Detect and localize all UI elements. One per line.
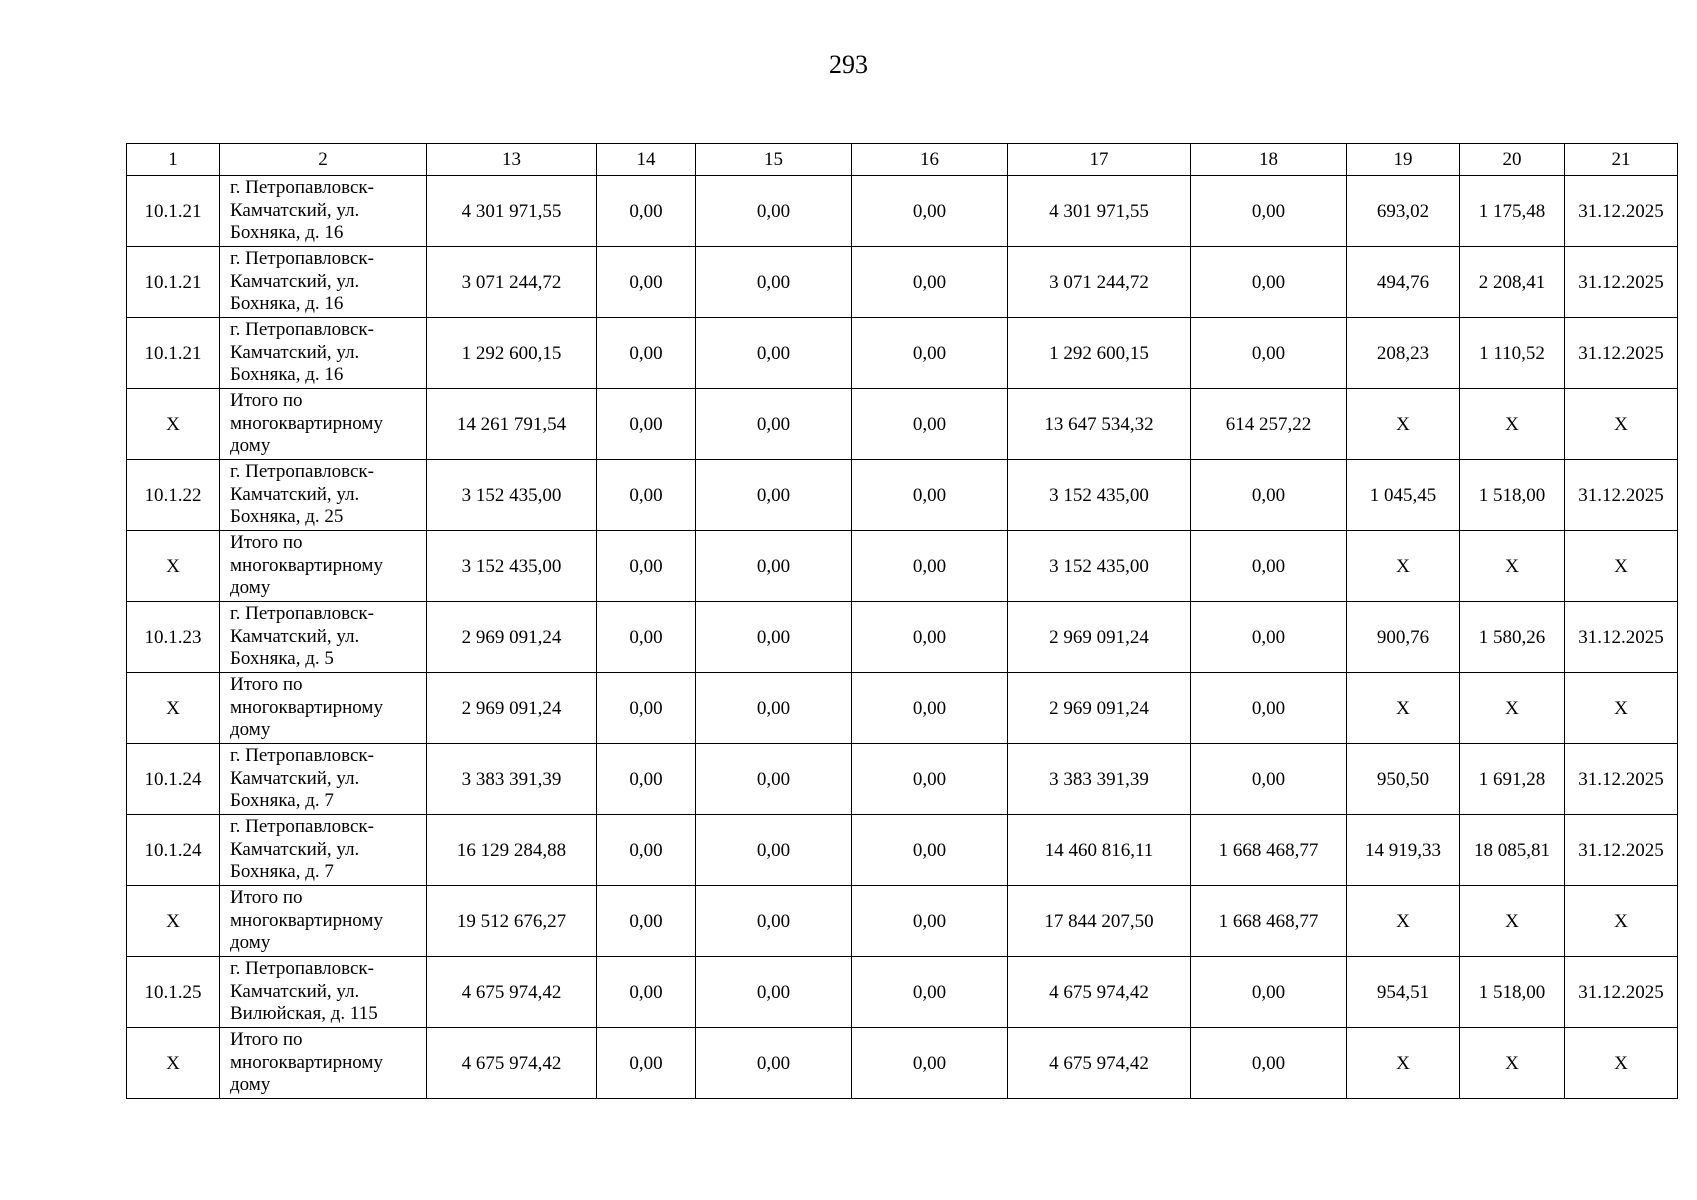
cell-fund-owners: 17 844 207,50: [1008, 886, 1191, 957]
cell-total-cost: 4 675 974,42: [427, 957, 597, 1028]
cell-row-number: 10.1.24: [127, 744, 220, 815]
column-header: 18: [1191, 144, 1347, 176]
cell-fund-other: 0,00: [1191, 744, 1347, 815]
cell-address: г. Петропавловск- Камчатский, ул. Бохняка, д. 7: [220, 815, 427, 886]
cell-unit-cost: 1 045,45: [1347, 460, 1460, 531]
cell-fund-regional: 0,00: [696, 389, 852, 460]
cell-fund-local: 0,00: [852, 318, 1008, 389]
table-row: [127, 531, 1678, 602]
cell-fund-federal: 0,00: [597, 176, 696, 247]
cell-total-cost: 4 675 974,42: [427, 1028, 597, 1099]
cell-fund-other: 0,00: [1191, 602, 1347, 673]
cell-unit-cost: X: [1347, 531, 1460, 602]
cell-fund-owners: 3 071 244,72: [1008, 247, 1191, 318]
table-row: [127, 318, 1678, 389]
cell-address: г. Петропавловск- Камчатский, ул. Бохняка, д. 16: [220, 247, 427, 318]
cell-fund-local: 0,00: [852, 673, 1008, 744]
table-row: [127, 247, 1678, 318]
cell-deadline: 31.12.2025: [1565, 602, 1678, 673]
cell-fund-federal: 0,00: [597, 389, 696, 460]
cell-fund-other: 0,00: [1191, 957, 1347, 1028]
cell-max-unit-cost: X: [1460, 1028, 1565, 1099]
cell-unit-cost: X: [1347, 673, 1460, 744]
table-row: [127, 815, 1678, 886]
cell-address: г. Петропавловск- Камчатский, ул. Вилюйская, д. 115: [220, 957, 427, 1028]
cell-address: г. Петропавловск- Камчатский, ул. Бохняка, д. 25: [220, 460, 427, 531]
cell-unit-cost: 208,23: [1347, 318, 1460, 389]
cell-max-unit-cost: 1 580,26: [1460, 602, 1565, 673]
cell-fund-local: 0,00: [852, 1028, 1008, 1099]
cell-total-cost: 4 301 971,55: [427, 176, 597, 247]
cell-fund-other: 1 668 468,77: [1191, 815, 1347, 886]
cell-max-unit-cost: X: [1460, 389, 1565, 460]
cell-fund-owners: 2 969 091,24: [1008, 673, 1191, 744]
data-table: [126, 143, 1678, 1099]
cell-address: Итого по многоквартирному дому: [220, 886, 427, 957]
cell-address: г. Петропавловск- Камчатский, ул. Бохняка, д. 16: [220, 176, 427, 247]
cell-fund-federal: 0,00: [597, 602, 696, 673]
cell-total-cost: 3 152 435,00: [427, 531, 597, 602]
cell-total-cost: 16 129 284,88: [427, 815, 597, 886]
cell-fund-other: 614 257,22: [1191, 389, 1347, 460]
cell-address: Итого по многоквартирному дому: [220, 389, 427, 460]
cell-unit-cost: 900,76: [1347, 602, 1460, 673]
cell-fund-regional: 0,00: [696, 247, 852, 318]
cell-row-number: X: [127, 673, 220, 744]
cell-fund-federal: 0,00: [597, 744, 696, 815]
cell-address: Итого по многоквартирному дому: [220, 1028, 427, 1099]
cell-fund-other: 0,00: [1191, 460, 1347, 531]
cell-unit-cost: X: [1347, 1028, 1460, 1099]
column-header: 21: [1565, 144, 1678, 176]
cell-fund-other: 0,00: [1191, 531, 1347, 602]
cell-fund-owners: 3 152 435,00: [1008, 460, 1191, 531]
cell-deadline: 31.12.2025: [1565, 176, 1678, 247]
cell-address: Итого по многоквартирному дому: [220, 531, 427, 602]
cell-fund-regional: 0,00: [696, 176, 852, 247]
cell-unit-cost: 693,02: [1347, 176, 1460, 247]
cell-deadline: 31.12.2025: [1565, 957, 1678, 1028]
cell-deadline: 31.12.2025: [1565, 815, 1678, 886]
cell-deadline: 31.12.2025: [1565, 460, 1678, 531]
cell-total-cost: 14 261 791,54: [427, 389, 597, 460]
cell-deadline: X: [1565, 673, 1678, 744]
cell-deadline: 31.12.2025: [1565, 318, 1678, 389]
cell-max-unit-cost: 1 175,48: [1460, 176, 1565, 247]
cell-total-cost: 2 969 091,24: [427, 602, 597, 673]
cell-deadline: 31.12.2025: [1565, 247, 1678, 318]
table-row: [127, 460, 1678, 531]
cell-fund-federal: 0,00: [597, 957, 696, 1028]
cell-fund-federal: 0,00: [597, 460, 696, 531]
cell-fund-other: 0,00: [1191, 318, 1347, 389]
cell-address: Итого по многоквартирному дому: [220, 673, 427, 744]
cell-deadline: X: [1565, 886, 1678, 957]
column-header: 16: [852, 144, 1008, 176]
cell-fund-local: 0,00: [852, 247, 1008, 318]
cell-fund-federal: 0,00: [597, 673, 696, 744]
cell-row-number: 10.1.23: [127, 602, 220, 673]
cell-fund-regional: 0,00: [696, 815, 852, 886]
cell-fund-regional: 0,00: [696, 886, 852, 957]
cell-fund-federal: 0,00: [597, 886, 696, 957]
column-header: 13: [427, 144, 597, 176]
cell-unit-cost: 954,51: [1347, 957, 1460, 1028]
cell-unit-cost: X: [1347, 886, 1460, 957]
cell-max-unit-cost: X: [1460, 531, 1565, 602]
cell-fund-owners: 13 647 534,32: [1008, 389, 1191, 460]
cell-fund-owners: 2 969 091,24: [1008, 602, 1191, 673]
cell-max-unit-cost: 2 208,41: [1460, 247, 1565, 318]
cell-row-number: 10.1.22: [127, 460, 220, 531]
table-row: [127, 744, 1678, 815]
cell-fund-regional: 0,00: [696, 460, 852, 531]
cell-unit-cost: 950,50: [1347, 744, 1460, 815]
cell-fund-local: 0,00: [852, 744, 1008, 815]
table-row: [127, 673, 1678, 744]
cell-fund-owners: 4 675 974,42: [1008, 957, 1191, 1028]
cell-total-cost: 3 383 391,39: [427, 744, 597, 815]
cell-address: г. Петропавловск- Камчатский, ул. Бохняка, д. 7: [220, 744, 427, 815]
cell-total-cost: 2 969 091,24: [427, 673, 597, 744]
cell-total-cost: 3 071 244,72: [427, 247, 597, 318]
cell-fund-owners: 14 460 816,11: [1008, 815, 1191, 886]
cell-row-number: X: [127, 1028, 220, 1099]
column-header: 1: [127, 144, 220, 176]
cell-fund-local: 0,00: [852, 389, 1008, 460]
column-header: 19: [1347, 144, 1460, 176]
cell-row-number: X: [127, 531, 220, 602]
cell-fund-regional: 0,00: [696, 744, 852, 815]
cell-row-number: X: [127, 886, 220, 957]
cell-fund-federal: 0,00: [597, 247, 696, 318]
cell-fund-local: 0,00: [852, 815, 1008, 886]
cell-fund-local: 0,00: [852, 531, 1008, 602]
cell-row-number: 10.1.21: [127, 176, 220, 247]
cell-row-number: X: [127, 389, 220, 460]
cell-max-unit-cost: 1 518,00: [1460, 957, 1565, 1028]
cell-fund-federal: 0,00: [597, 318, 696, 389]
table-row: [127, 886, 1678, 957]
cell-fund-federal: 0,00: [597, 815, 696, 886]
table-row: [127, 1028, 1678, 1099]
table-row: [127, 602, 1678, 673]
cell-row-number: 10.1.21: [127, 247, 220, 318]
cell-max-unit-cost: 1 110,52: [1460, 318, 1565, 389]
cell-row-number: 10.1.25: [127, 957, 220, 1028]
cell-fund-owners: 3 152 435,00: [1008, 531, 1191, 602]
cell-fund-other: 0,00: [1191, 247, 1347, 318]
cell-fund-regional: 0,00: [696, 318, 852, 389]
table-body: [127, 176, 1678, 1099]
cell-fund-owners: 3 383 391,39: [1008, 744, 1191, 815]
cell-total-cost: 1 292 600,15: [427, 318, 597, 389]
table-row: [127, 389, 1678, 460]
table-row: [127, 957, 1678, 1028]
cell-max-unit-cost: X: [1460, 673, 1565, 744]
cell-max-unit-cost: 1 518,00: [1460, 460, 1565, 531]
cell-deadline: X: [1565, 531, 1678, 602]
cell-fund-other: 0,00: [1191, 673, 1347, 744]
column-header: 20: [1460, 144, 1565, 176]
cell-total-cost: 3 152 435,00: [427, 460, 597, 531]
column-header: 14: [597, 144, 696, 176]
cell-fund-local: 0,00: [852, 602, 1008, 673]
cell-fund-owners: 1 292 600,15: [1008, 318, 1191, 389]
page-number: 293: [829, 50, 868, 79]
cell-fund-local: 0,00: [852, 460, 1008, 531]
cell-unit-cost: X: [1347, 389, 1460, 460]
cell-fund-regional: 0,00: [696, 1028, 852, 1099]
cell-fund-regional: 0,00: [696, 673, 852, 744]
cell-fund-federal: 0,00: [597, 531, 696, 602]
cell-max-unit-cost: 18 085,81: [1460, 815, 1565, 886]
cell-deadline: 31.12.2025: [1565, 744, 1678, 815]
cell-fund-owners: 4 301 971,55: [1008, 176, 1191, 247]
cell-fund-local: 0,00: [852, 176, 1008, 247]
cell-row-number: 10.1.21: [127, 318, 220, 389]
cell-fund-owners: 4 675 974,42: [1008, 1028, 1191, 1099]
cell-address: г. Петропавловск- Камчатский, ул. Бохняка, д. 5: [220, 602, 427, 673]
cell-total-cost: 19 512 676,27: [427, 886, 597, 957]
cell-row-number: 10.1.24: [127, 815, 220, 886]
cell-fund-other: 0,00: [1191, 1028, 1347, 1099]
cell-fund-other: 1 668 468,77: [1191, 886, 1347, 957]
cell-fund-other: 0,00: [1191, 176, 1347, 247]
cell-unit-cost: 14 919,33: [1347, 815, 1460, 886]
header-row: [127, 144, 1678, 176]
column-header: 2: [220, 144, 427, 176]
cell-deadline: X: [1565, 1028, 1678, 1099]
column-header: 15: [696, 144, 852, 176]
cell-deadline: X: [1565, 389, 1678, 460]
column-header: 17: [1008, 144, 1191, 176]
cell-fund-regional: 0,00: [696, 531, 852, 602]
cell-unit-cost: 494,76: [1347, 247, 1460, 318]
table-row: [127, 176, 1678, 247]
cell-max-unit-cost: 1 691,28: [1460, 744, 1565, 815]
cell-address: г. Петропавловск- Камчатский, ул. Бохняка, д. 16: [220, 318, 427, 389]
cell-fund-regional: 0,00: [696, 957, 852, 1028]
cell-fund-federal: 0,00: [597, 1028, 696, 1099]
cell-fund-regional: 0,00: [696, 602, 852, 673]
cell-fund-local: 0,00: [852, 957, 1008, 1028]
cell-max-unit-cost: X: [1460, 886, 1565, 957]
cell-fund-local: 0,00: [852, 886, 1008, 957]
